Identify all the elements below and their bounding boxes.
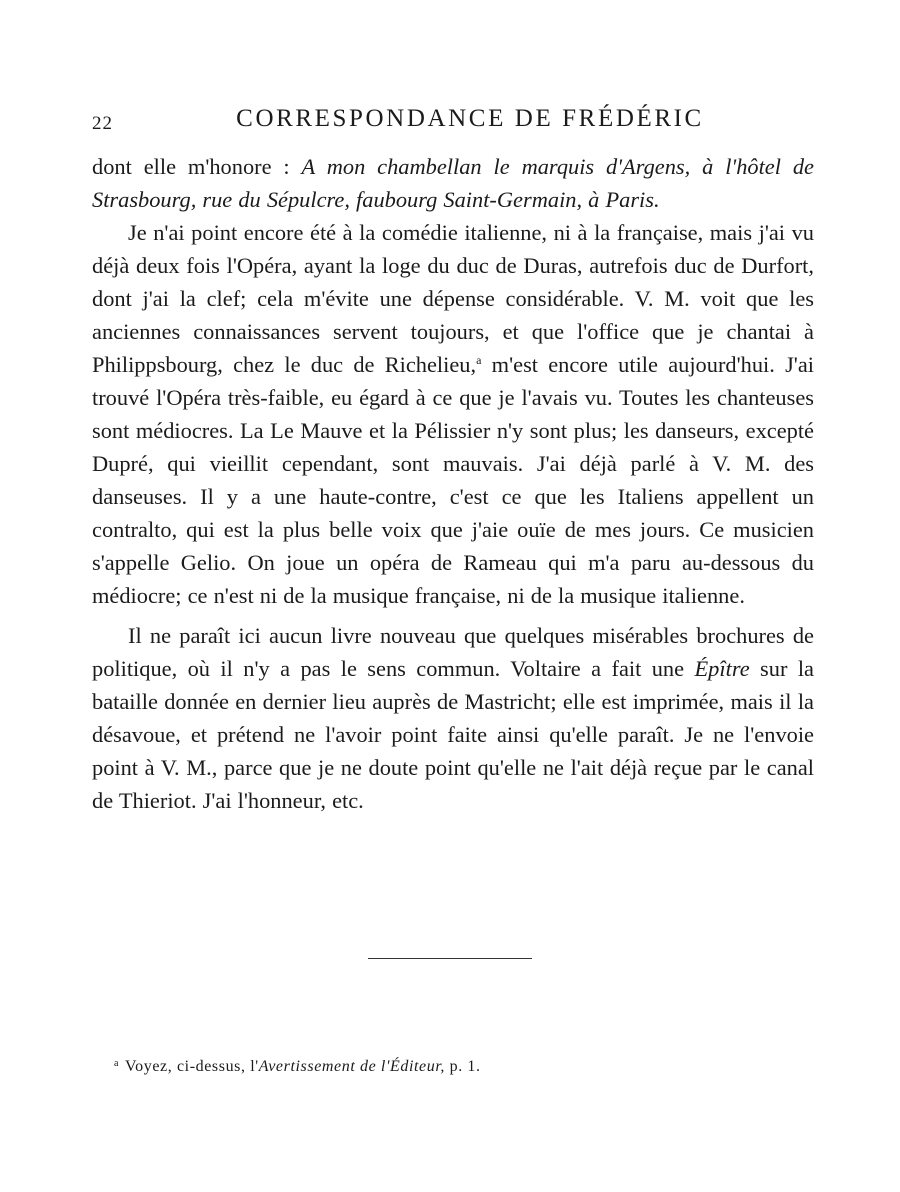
footnote-text-a: Voyez, ci-dessus, l': [125, 1058, 259, 1075]
footnote: [114, 1058, 481, 1076]
paragraph-3-text-b: sur la bataille donnée en dernier lieu auprès de Mastricht; elle est imprimée, mais il la désavoue, et prétend ne l'avoir point faite ainsi qu'elle paraît. Je ne l'envoie point à V. M., parce que je ne doute point qu'elle ne l'ait déjà reçue par le canal de Thieriot. J'ai l'honneur, etc.: [92, 656, 814, 813]
paragraph-3-text-a: Il ne paraît ici aucun livre nouveau que quelques misérables brochures de politique, où il n'y a pas le sens commun. Voltaire a fait une: [92, 623, 814, 681]
address-italic: A mon chambellan le marquis d'Argens, à l'hôtel de Strasbourg, rue du Sépulcre, faubourg Saint-Germain, à Paris.: [92, 154, 814, 212]
footnote-text-b: p. 1.: [445, 1058, 481, 1075]
paragraph-2-text-a: Je n'ai point encore été à la comédie italienne, ni à la française, mais j'ai vu déjà deux fois l'Opéra, ayant la loge du duc de Duras, autrefois duc de Durfort, dont j'ai la clef; cela m'évite une dépense considérable. V. M. voit que les anciennes connaissances servent toujours, et que l'office que je chantai à Philippsbourg, chez le duc de Richelieu,: [92, 220, 814, 377]
footnote-marker: a: [114, 1058, 120, 1069]
paragraph-2: [92, 216, 814, 612]
paragraph-1: [92, 150, 814, 216]
footnote-divider: [368, 958, 532, 959]
running-title: CORRESPONDANCE DE FRÉDÉRIC: [236, 105, 704, 132]
epitre-italic: Épître: [694, 656, 750, 681]
page-header: [88, 105, 812, 137]
footnote-italic: Avertissement de l'Éditeur,: [258, 1058, 445, 1075]
paragraph-2-text-b: m'est encore utile aujourd'hui. J'ai trouvé l'Opéra très-faible, eu égard à ce que je l'avais vu. Toutes les chanteuses sont médiocres. La Le Mauve et la Pélissier n'y sont plus; les danseurs, excepté Dupré, qui vieillit cependant, sont mauvais. J'ai déjà parlé à V. M. des danseuses. Il y a une haute-contre, c'est ce que les Italiens appellent un contralto, qui est la plus belle voix que j'aie ouïe de mes jours. Ce musicien s'appelle Gelio. On joue un opéra de Rameau qui m'a paru au-dessous du médiocre; ce n'est ni de la musique française, ni de la musique italienne.: [92, 352, 814, 608]
paragraph-3: [92, 619, 814, 817]
letter-body: [92, 150, 814, 817]
paragraph-1-text: dont elle m'honore :: [92, 154, 302, 179]
page-number: 22: [92, 113, 113, 134]
footnote-reference[interactable]: a: [476, 353, 482, 367]
